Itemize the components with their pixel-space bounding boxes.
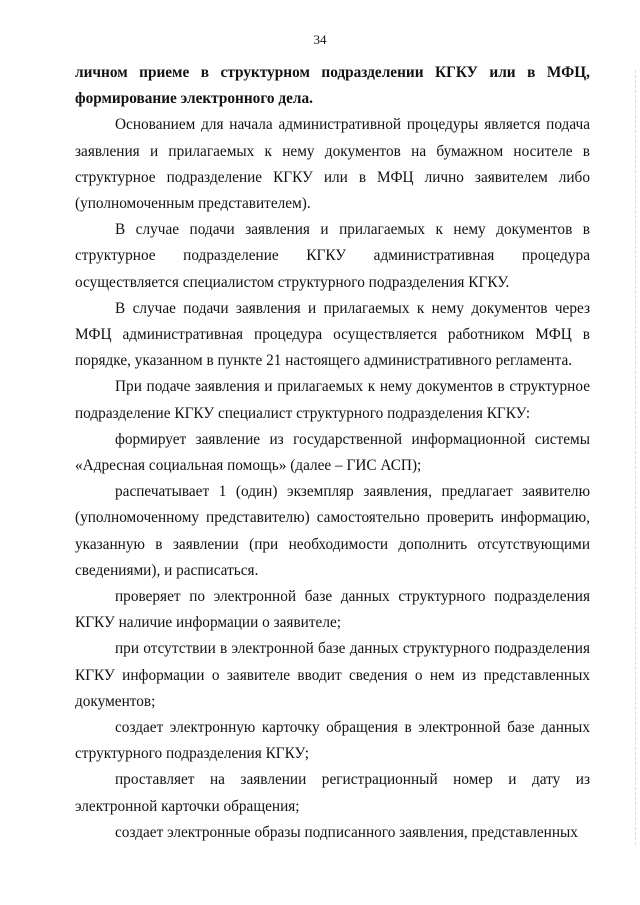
list-item: проставляет на заявлении регистрационный номер и дату из электронной карточки обращения;: [75, 771, 590, 815]
list-item: проверяет по электронной базе данных структурного подразделения КГКУ наличие информации о заявителе;: [75, 588, 590, 632]
list-item: создает электронные образы подписанного заявления, представленных: [115, 823, 578, 841]
document-body: [75, 60, 590, 846]
page-number: 34: [313, 32, 327, 47]
list-item: при отсутствии в электронной базе данных структурного подразделения КГКУ информации о заявителе вводит сведения о нем из представленных документов;: [75, 640, 590, 710]
section-heading: личном приеме в структурном подразделении КГКУ или в МФЦ, формирование электронного дела.: [75, 64, 590, 108]
scan-edge-marks: [633, 70, 636, 845]
paragraph: При подаче заявления и прилагаемых к нему документов в структурное подразделение КГКУ специалист структурного подразделения КГКУ:: [75, 378, 590, 422]
paragraph: В случае подачи заявления и прилагаемых к нему документов в структурное подразделение КГКУ административная процедура осуществляется специалистом структурного подразделения КГКУ.: [75, 221, 590, 291]
list-item: распечатывает 1 (один) экземпляр заявления, предлагает заявителю (уполномоченному представителю) самостоятельно проверить информацию, указанную в заявлении (при необходимости дополнить отсутствующими сведениями), и расписаться.: [75, 483, 590, 579]
paragraph: В случае подачи заявления и прилагаемых к нему документов через МФЦ административная процедура осуществляется работником МФЦ в порядке, указанном в пункте 21 настоящего административного регламента.: [75, 299, 590, 370]
list-item: формирует заявление из государственной информационной системы «Адресная социальная помощь» (далее – ГИС АСП);: [75, 430, 590, 475]
paragraph: Основанием для начала административной процедуры является подача заявления и прилагаемых к нему документов на бумажном носителе в структурное подразделение КГКУ или в МФЦ лично заявителем либо (уполномоченным представителем).: [75, 116, 590, 213]
list-item: создает электронную карточку обращения в электронной базе данных структурного подразделения КГКУ;: [75, 719, 590, 763]
